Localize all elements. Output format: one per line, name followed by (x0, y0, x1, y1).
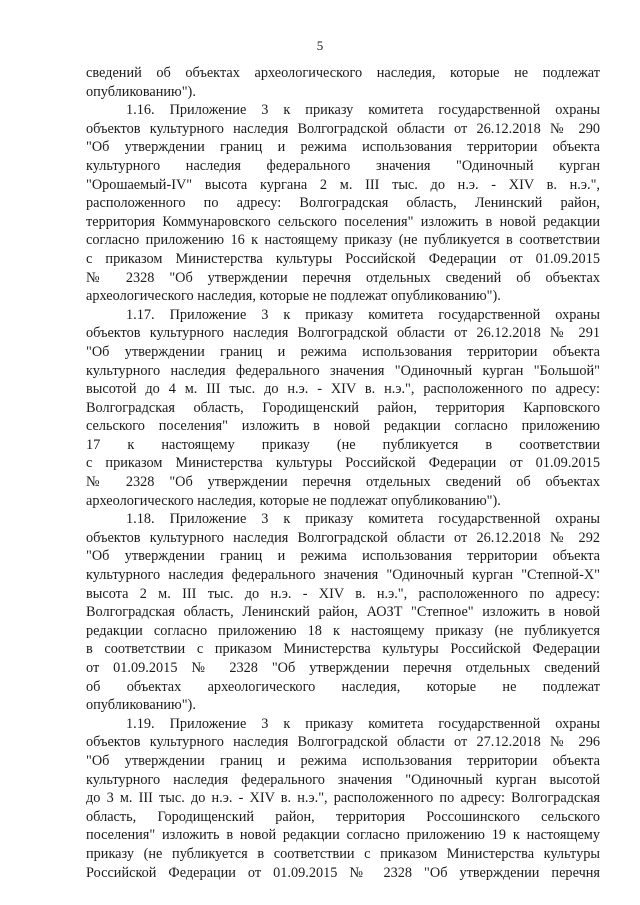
text-line: 1.19. Приложение 3 к приказу комитета государственной охраны (126, 715, 600, 732)
paragraph-1-18 (86, 510, 600, 715)
paragraph-1-17 (86, 306, 600, 511)
text-line: "Об утверждении границ и режима использования территории объекта (86, 548, 600, 565)
text-line: археологического наследия, которые не подлежат опубликованию"). (86, 492, 501, 509)
text-line: расположенного по адресу: Волгоградская область, Ленинский район, (86, 195, 600, 212)
text-line: поселения" изложить в новой редакции согласно приложению 19 к настоящему (86, 827, 600, 844)
page-number: 5 (316, 38, 324, 53)
text-line: 17 к настоящему приказу (не публикуется в соответствии (86, 436, 600, 453)
text-line: область, Городищенский район, территория Россошинского сельского (86, 808, 600, 825)
text-line: сведений об объектах археологического наследия, которые не подлежат (86, 65, 600, 81)
text-line: от 01.09.2015 № 2328 "Об утверждении перечня отдельных сведений (86, 660, 600, 676)
text-line: опубликованию"). (86, 697, 196, 714)
text-line: культурного наследия федерального значения "Одиночный курган "Степной-Х" (86, 567, 600, 584)
text-line: культурного наследия федерального значения "Одиночный курган высотой (86, 771, 600, 788)
text-line: высотой до 4 м. III тыс. до н.э. - XIV в. н.э.", расположенного по адресу: (86, 381, 600, 398)
text-line: 1.17. Приложение 3 к приказу комитета государственной охраны (126, 306, 600, 323)
text-line: культурного наследия федерального значения "Одиночный курган (86, 157, 600, 174)
text-line: Волгоградская область, Городищенский район, территория Карповского (86, 399, 600, 416)
text-line: в соответствии с приказом Министерства культуры Российской Федерации (86, 641, 600, 658)
text-line: приказу (не публикуется в соответствии с приказом Министерства культуры (86, 845, 600, 862)
text-line: культурного наследия федерального значения "Одиночный курган "Большой" (86, 362, 600, 379)
text-line: 1.16. Приложение 3 к приказу комитета государственной охраны (126, 102, 600, 119)
text-line: опубликованию"). (86, 83, 196, 100)
paragraph-1-16 (86, 101, 600, 306)
text-line: объектов культурного наследия Волгоградской области от 26.12.2018 № 292 (86, 529, 600, 546)
text-line: "Об утверждении границ и режима использования территории объекта (86, 343, 600, 360)
text-line: археологического наследия, которые не подлежат опубликованию"). (86, 288, 501, 305)
document-body (86, 64, 600, 882)
text-line: сельского поселения" изложить в новой редакции согласно приложению (86, 418, 600, 435)
text-line: высота 2 м. III тыс. до н.э. - XIV в. н.э.", расположенного по адресу: (86, 585, 600, 602)
text-line: Российской Федерации от 01.09.2015 № 2328 "Об утверждении перечня (86, 864, 600, 881)
text-line: Волгоградская область, Ленинский район, АОЗТ "Степное" изложить в новой (86, 604, 600, 621)
text-line: территория Коммунаровского сельского поселения" изложить в новой редакции (86, 213, 600, 230)
text-line: "Об утверждении границ и режима использования территории объекта (86, 139, 600, 156)
text-line: с приказом Министерства культуры Российской Федерации от 01.09.2015 (86, 250, 600, 267)
text-line: согласно приложению 16 к настоящему приказу (не публикуется в соответствии (86, 232, 600, 249)
text-line: объектов культурного наследия Волгоградской области от 27.12.2018 № 296 (86, 734, 600, 751)
text-line: 1.18. Приложение 3 к приказу комитета государственной охраны (126, 511, 600, 528)
text-line: об объектах археологического наследия, которые не подлежат (86, 678, 600, 695)
text-line: № 2328 "Об утверждении перечня отдельных сведений об объектах (86, 269, 600, 286)
text-line: объектов культурного наследия Волгоградской области от 26.12.2018 № 291 (86, 325, 600, 342)
paragraph-1-19 (86, 715, 600, 882)
text-line: с приказом Министерства культуры Российской Федерации от 01.09.2015 (86, 455, 600, 472)
text-line: "Орошаемый-IV" высота кургана 2 м. III тыс. до н.э. - XIV в. н.э.", (86, 176, 600, 193)
text-line: редакции согласно приложению 18 к настоящему приказу (не публикуется (86, 622, 600, 639)
text-line: "Об утверждении границ и режима использования территории объекта (86, 752, 600, 769)
text-line: до 3 м. III тыс. до н.э. - XIV в. н.э.", расположенного по адресу: Волгоградская (86, 790, 600, 807)
text-line: № 2328 "Об утверждении перечня отдельных сведений об объектах (86, 474, 600, 491)
paragraph-tail (86, 64, 600, 101)
text-line: объектов культурного наследия Волгоградской области от 26.12.2018 № 290 (86, 120, 600, 137)
